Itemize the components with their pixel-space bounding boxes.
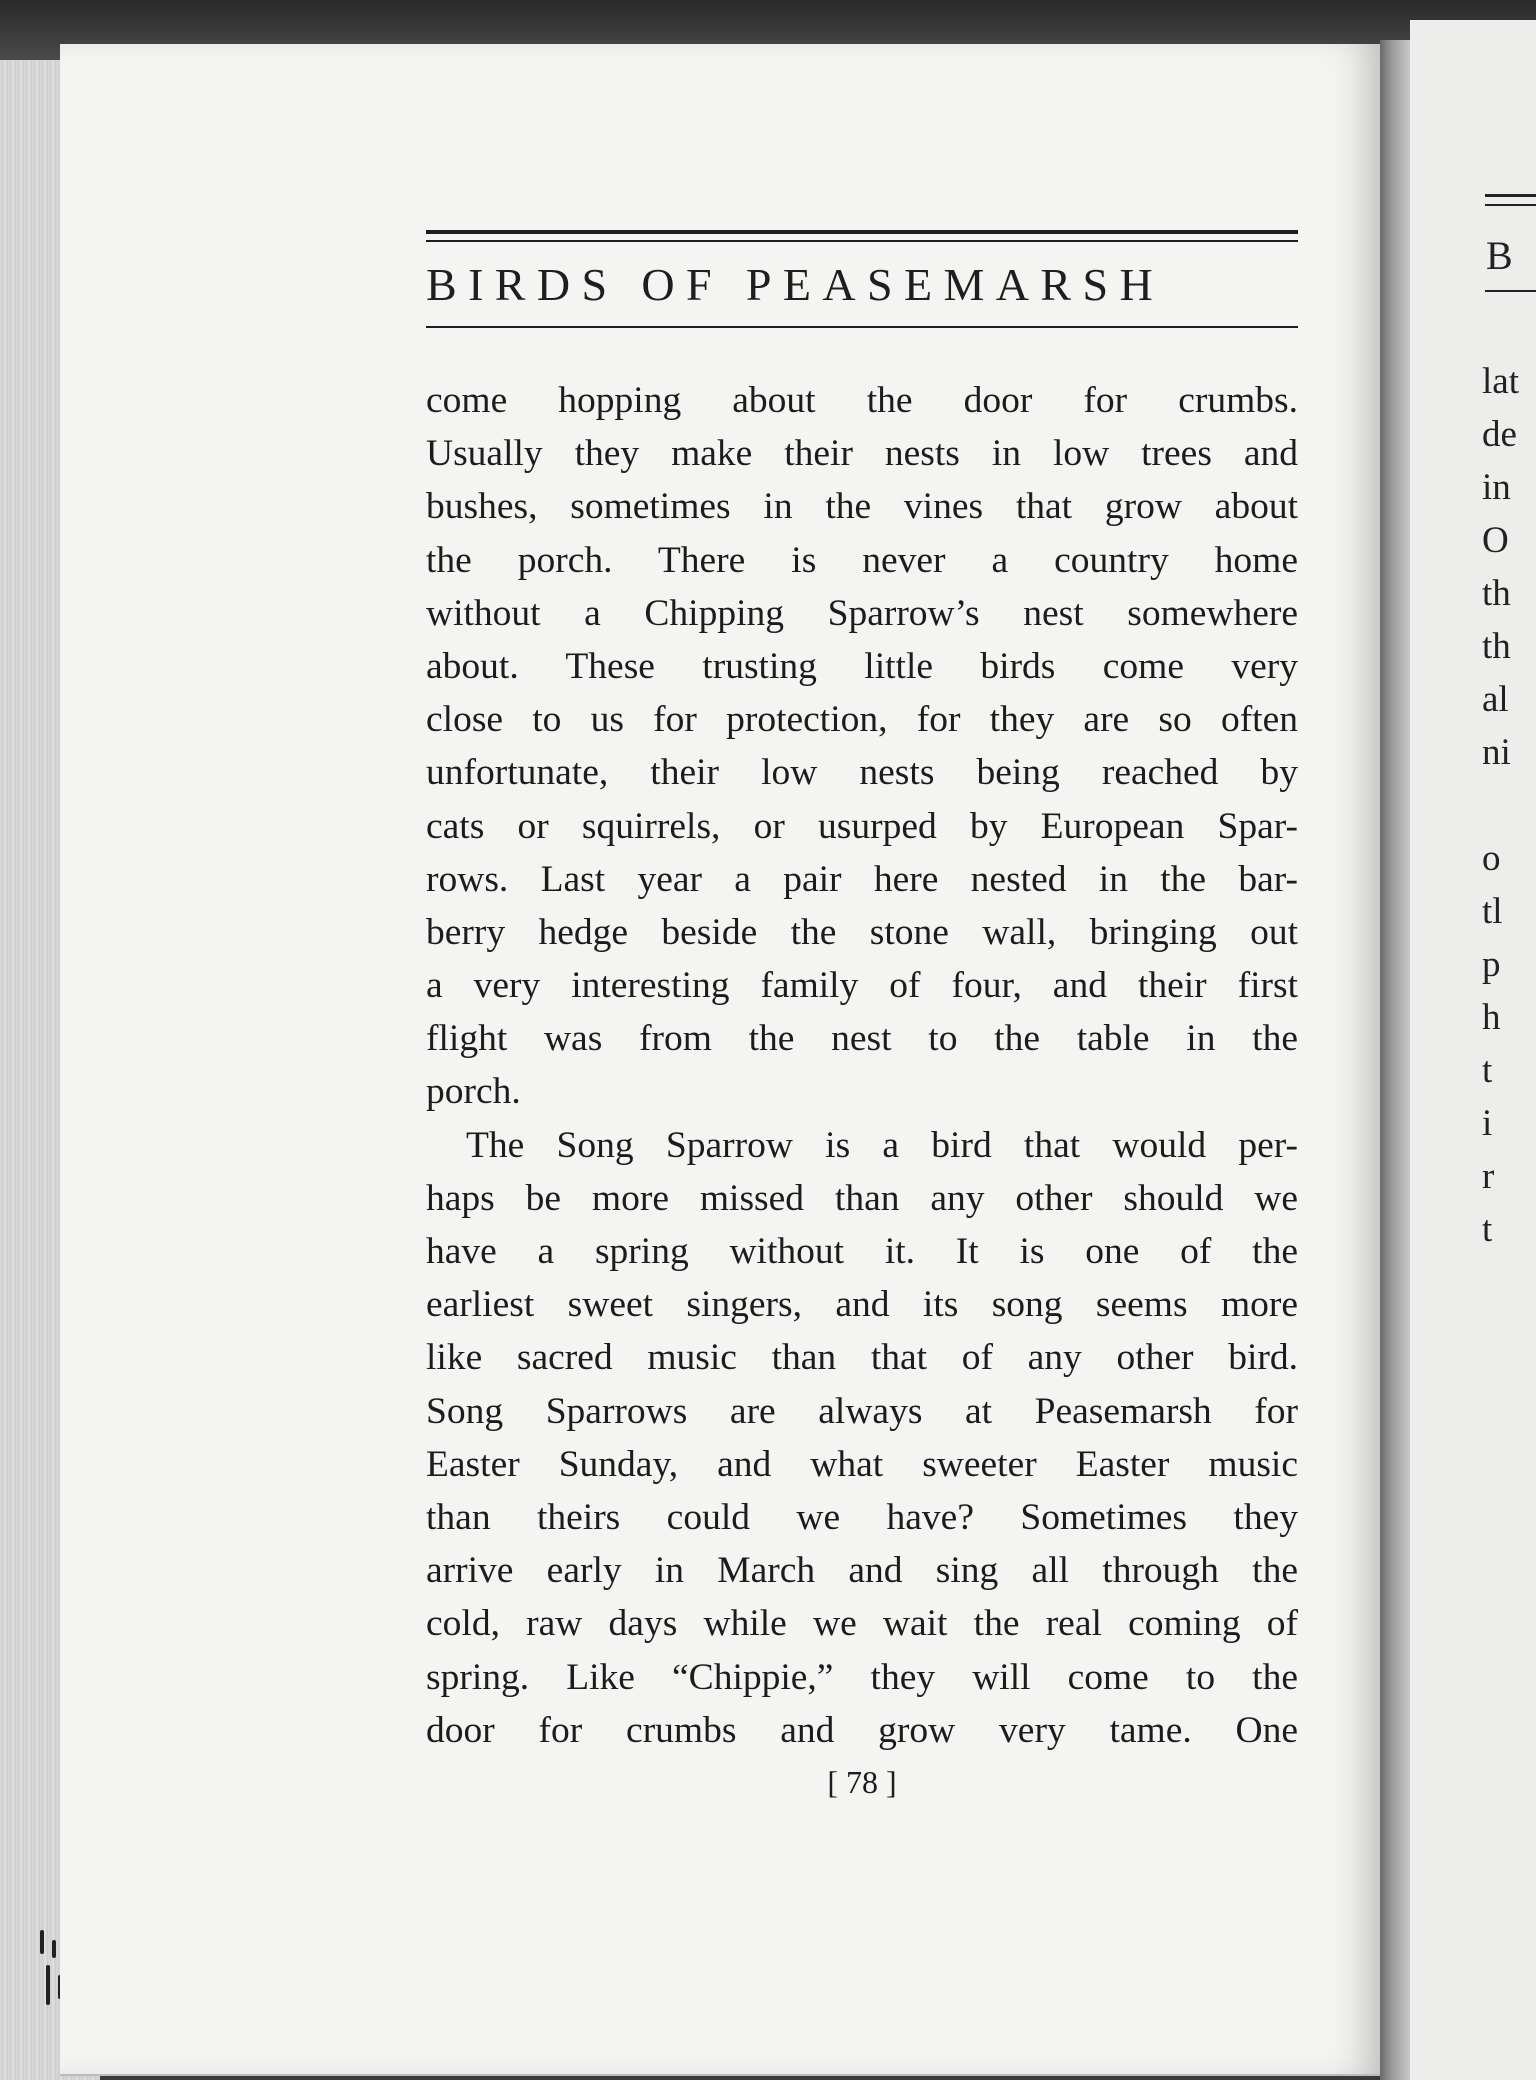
facing-line-fragment: de [1482,414,1517,455]
text-line: The Song Sparrow is a bird that would per- [466,1124,1298,1166]
facing-line-fragment: t [1482,1050,1493,1091]
text-line: cats or squirrels, or usurped by European Spar- [426,805,1298,847]
text-line: without a Chipping Sparrow’s nest somewhere [426,592,1298,634]
text-line: flight was from the nest to the table in the [426,1018,1298,1060]
page-number: [ 78 ] [827,1764,897,1800]
facing-line-fragment: al [1482,679,1509,720]
text-line: earliest sweet singers, and its song seems more [426,1284,1298,1326]
facing-rule-thin [1485,204,1536,206]
facing-running-head: B [1486,233,1521,278]
text-line: the porch. There is never a country home [426,539,1298,581]
text-line: have a spring without it. It is one of the [426,1231,1298,1272]
facing-line-fragment: i [1482,1103,1493,1144]
text-line: berry hedge beside the stone wall, bringing out [426,911,1298,953]
text-line: rows. Last year a pair here nested in the bar- [426,858,1298,900]
text-line: unfortunate, their low nests being reached by [426,752,1298,794]
facing-line-fragment: h [1482,997,1501,1038]
stack-mark [40,1930,44,1954]
text-line: porch. [426,1071,521,1113]
stack-mark [46,1965,50,2005]
facing-line-fragment: ni [1482,732,1511,773]
text-line: haps be more missed than any other should we [426,1177,1298,1219]
text-line: Usually they make their nests in low trees and [426,433,1298,475]
text-line: spring. Like “Chippie,” they will come to the [426,1656,1298,1698]
running-head: BIRDS OF PEASEMARSH [426,259,1165,310]
text-line: door for crumbs and grow very tame. One [426,1709,1298,1751]
text-line: Easter Sunday, and what sweeter Easter music [426,1443,1298,1485]
facing-line-fragment: o [1482,838,1501,879]
header-rule-thin [426,240,1298,242]
facing-rule-thick [1485,194,1536,197]
facing-line-fragment: tl [1482,891,1503,932]
text-line: like sacred music than that of any other bird. [426,1337,1298,1379]
text-line: Song Sparrows are always at Peasemarsh for [426,1390,1298,1432]
facing-line-fragment: th [1482,626,1511,667]
facing-line-fragment: r [1482,1156,1495,1197]
facing-line-fragment: t [1482,1209,1493,1250]
facing-line-fragment: th [1482,573,1511,614]
header-rule-thick [426,230,1298,234]
facing-rule-under [1485,290,1536,292]
text-line: arrive early in March and sing all through the [426,1550,1298,1592]
text-line: bushes, sometimes in the vines that grow about [426,486,1298,528]
text-line: close to us for protection, for they are so often [426,699,1298,741]
header-rule-under [426,326,1298,328]
facing-page [1410,20,1536,2080]
text-line: come hopping about the door for crumbs. [426,380,1298,421]
text-line: a very interesting family of four, and their first [426,965,1298,1007]
facing-line-fragment: in [1482,467,1511,508]
book-gutter [1380,40,1410,2080]
body-text [426,374,1298,1757]
facing-line-fragment: p [1482,944,1501,985]
text-line: than theirs could we have? Sometimes they [426,1496,1298,1538]
text-line: cold, raw days while we wait the real coming of [426,1603,1298,1645]
stack-mark [52,1940,56,1958]
text-line: about. These trusting little birds come very [426,645,1298,687]
facing-line-fragment: O [1482,520,1509,561]
facing-line-fragment: lat [1482,361,1519,402]
